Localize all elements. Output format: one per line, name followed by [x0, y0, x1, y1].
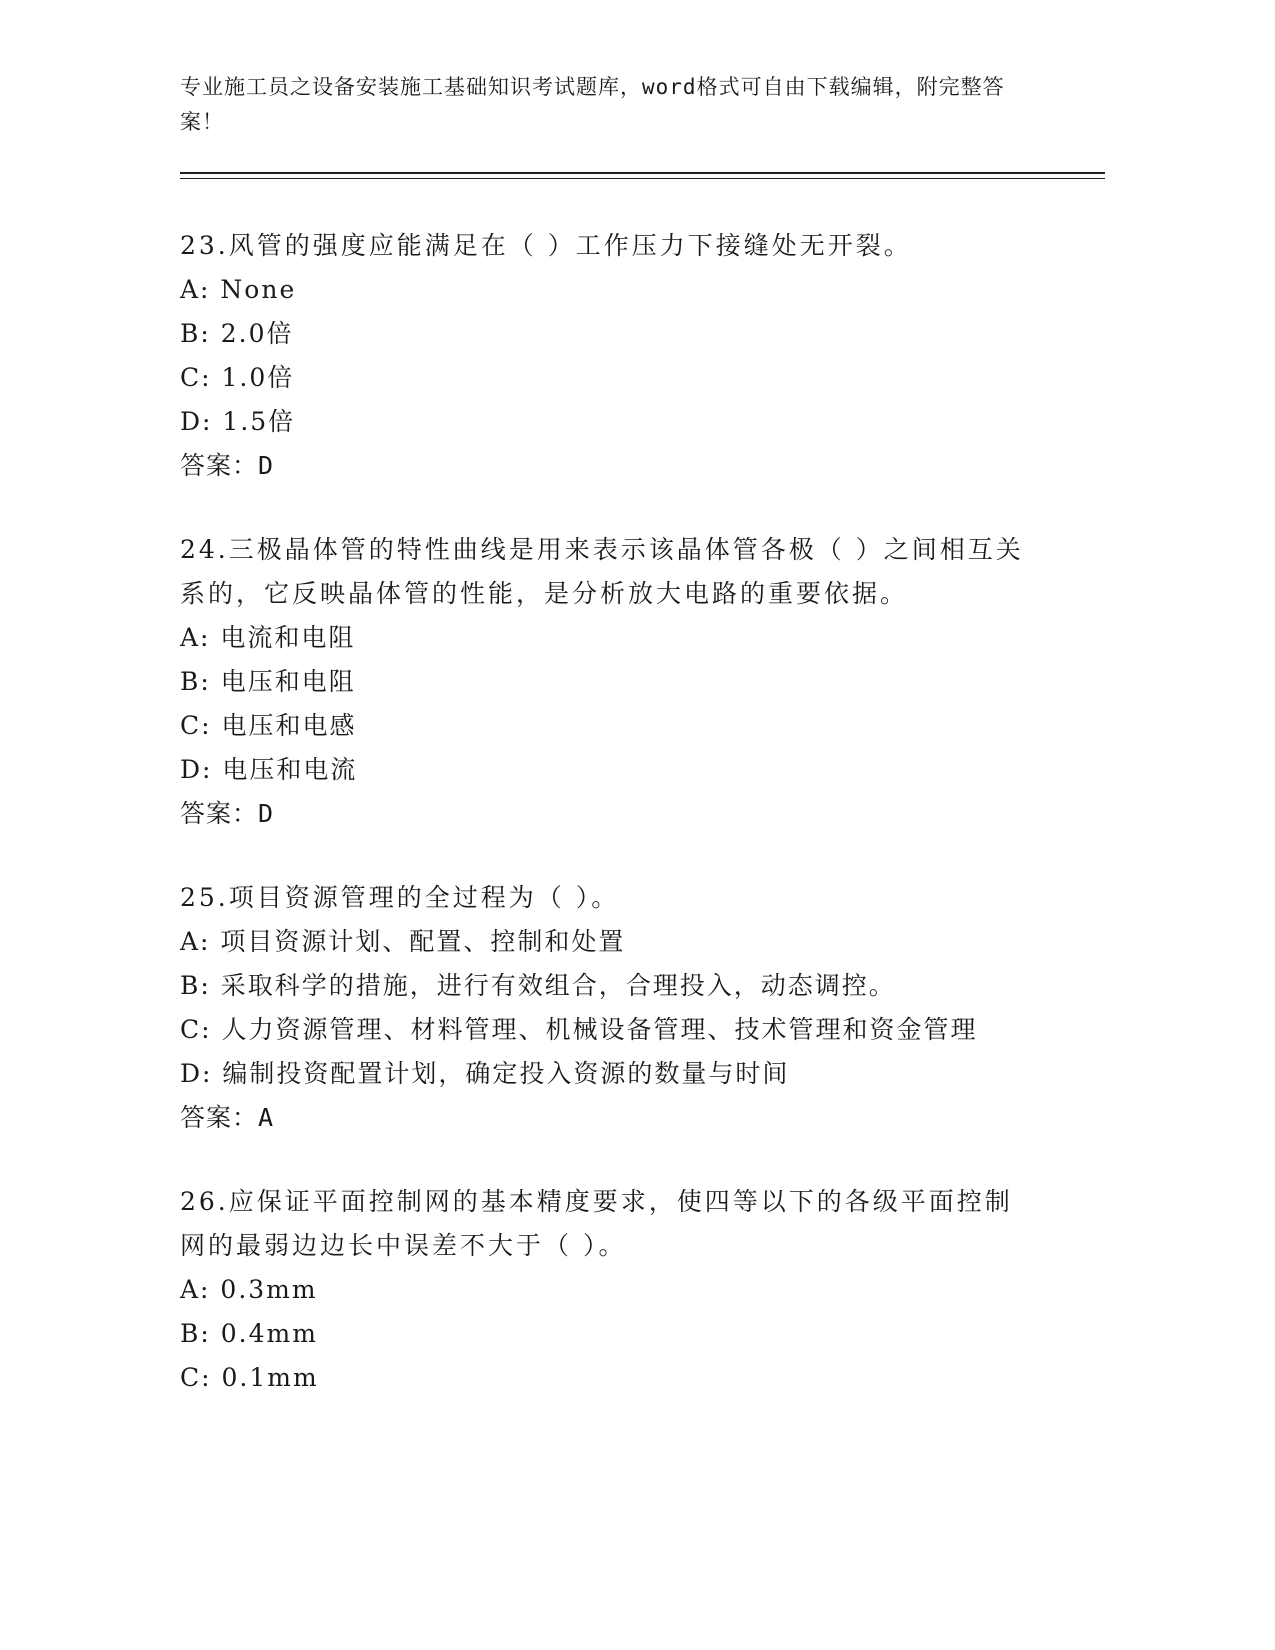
- option-b: B: 电压和电阻: [180, 667, 356, 696]
- question-24: [180, 528, 1040, 836]
- answer: 答案：D: [180, 799, 275, 828]
- answer: 答案：D: [180, 451, 275, 480]
- option-b: B: 采取科学的措施，进行有效组合，合理投入，动态调控。: [180, 971, 896, 1000]
- question-stem: 25.项目资源管理的全过程为（ ）。: [180, 883, 620, 912]
- header-divider-thick: [180, 172, 1105, 174]
- option-d: D: 电压和电流: [180, 755, 358, 784]
- option-d: D: 1.5倍: [180, 407, 296, 436]
- option-c: C: 0.1mm: [180, 1363, 319, 1392]
- option-a: A: 0.3mm: [180, 1275, 318, 1304]
- option-a: A: 电流和电阻: [180, 623, 356, 652]
- question-stem: 26.应保证平面控制网的基本精度要求，使四等以下的各级平面控制网的最弱边边长中误差不大于（ ）。: [180, 1187, 1013, 1260]
- answer: 答案：A: [180, 1103, 275, 1132]
- question-23: [180, 224, 1040, 488]
- option-c: C: 电压和电感: [180, 711, 357, 740]
- option-c: C: 1.0倍: [180, 363, 295, 392]
- question-stem: 24.三极晶体管的特性曲线是用来表示该晶体管各极（ ）之间相互关系的，它反映晶体管的性能，是分析放大电路的重要依据。: [180, 535, 1024, 608]
- option-b: B: 0.4mm: [180, 1319, 318, 1348]
- document-header: 专业施工员之设备安装施工基础知识考试题库，word格式可自由下载编辑，附完整答案！: [180, 75, 1005, 134]
- option-d: D: 编制投资配置计划，确定投入资源的数量与时间: [180, 1059, 790, 1088]
- question-25: [180, 876, 1040, 1140]
- option-a: A: None: [180, 275, 297, 304]
- option-b: B: 2.0倍: [180, 319, 294, 348]
- question-stem: 23.风管的强度应能满足在（ ）工作压力下接缝处无开裂。: [180, 231, 912, 260]
- question-26: [180, 1180, 1040, 1400]
- option-a: A: 项目资源计划、配置、控制和处置: [180, 927, 626, 956]
- option-c: C: 人力资源管理、材料管理、机械设备管理、技术管理和资金管理: [180, 1015, 978, 1044]
- header-divider-thin: [180, 178, 1105, 179]
